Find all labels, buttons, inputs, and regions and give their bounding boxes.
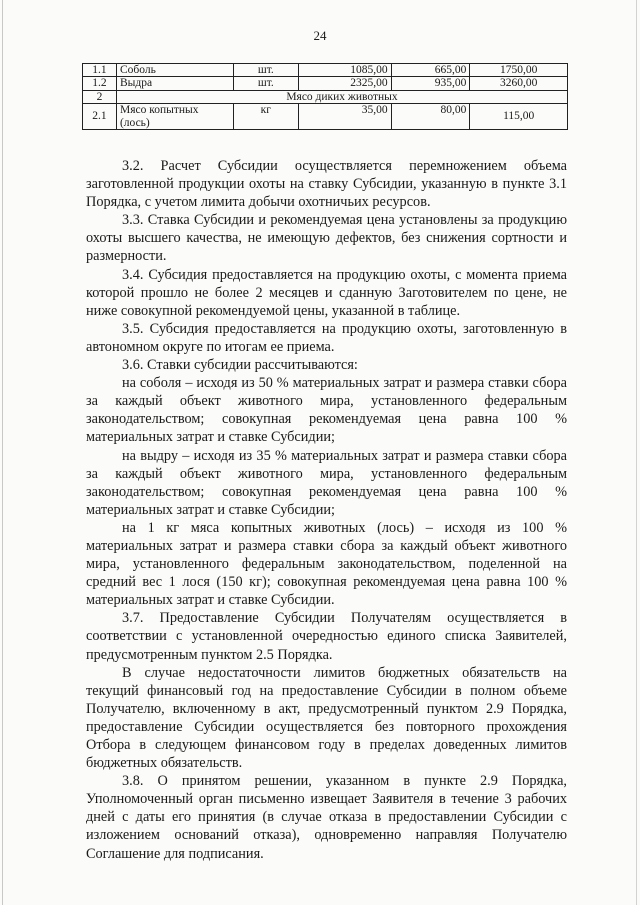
paragraph-3-5: 3.5. Субсидия предоставляется на продукцию охоты, заготовленную в автономном округе по итогам ее приема.: [86, 320, 567, 355]
row-number: 2.1: [83, 104, 117, 130]
material-costs: 1085,00: [298, 64, 391, 77]
row-number: 1.1: [83, 64, 117, 77]
total-price: 3260,00: [470, 77, 568, 90]
paragraph-moose-rate: на 1 кг мяса копытных животных (лось) – исходя из 100 % материальных затрат и размера ставки сбора за каждый объект животного мира, установленного федеральным законодательством, поделенной на средний вес 1 лося (150 кг); совокупная рекомендуемая цена равна 100 % материальных затрат и ставке Субсидии.: [86, 519, 567, 609]
paragraph-sable-rate: на соболя – исходя из 50 % материальных затрат и размера ставки сбора за каждый объект животного мира, установленного федеральным законодательством; совокупная рекомендуемая цена равна 100 % материальных затрат и ставке Субсидии;: [86, 375, 567, 446]
paragraph-3-6: 3.6. Ставки субсидии рассчитываются:: [122, 357, 358, 374]
table-section-row: [83, 90, 568, 103]
document-body: [86, 157, 567, 863]
paragraph-limits: В случае недостаточности лимитов бюджетных обязательств на текущий финансовый год на предоставление Субсидии в полном объеме Получателю, включенному в акт, предусмотренный пунктом 2.9 Порядка, предоставление Субсидии осуществляется без повторного прохождения Отбора в следующем финансовом году в пределах доведенных лимитов бюджетных обязательств.: [86, 664, 567, 772]
section-heading: Мясо диких животных: [116, 90, 567, 103]
unit: шт.: [234, 64, 299, 77]
material-costs: 2325,00: [298, 77, 391, 90]
total-price: 115,00: [470, 104, 568, 130]
total-price: 1750,00: [470, 64, 568, 77]
product-name-line: Мясо копытных: [119, 104, 199, 117]
paragraph-3-4: 3.4. Субсидия предоставляется на продукцию охоты, с момента приема которой прошло не более 2 месяцев и сданную Заготовителем по цене, не ниже совокупной рекомендуемой цены, указанной в таблице.: [86, 266, 567, 319]
subsidy-rate: 80,00: [391, 104, 470, 130]
paragraph-3-7: 3.7. Предоставление Субсидии Получателям осуществляется в соответствии с установленной очередностью единого списка Заявителей, предусмотренным пунктом 2.5 Порядка.: [86, 610, 567, 663]
price-table: [82, 63, 568, 130]
scan-edge-right: [636, 0, 637, 905]
row-number: 2: [83, 90, 117, 103]
table-row: [83, 77, 568, 90]
subsidy-rate: 935,00: [391, 77, 470, 90]
paragraph-3-2: 3.2. Расчет Субсидии осуществляется перемножением объема заготовленной продукции охоты на ставку Субсидии, указанную в пункте 3.1 Порядка, с учетом лимита добычи охотничьих ресурсов.: [86, 158, 567, 211]
product-name-line: (лось): [119, 116, 150, 129]
paragraph-3-8: 3.8. О принятом решении, указанном в пункте 2.9 Порядка, Уполномоченный орган письменно извещает Заявителя в течение 3 рабочих дней с даты его принятия (в случае отказа в предоставлении Субсидии с изложением оснований отказа), одновременно направляя Получателю Соглашение для подписания.: [86, 773, 567, 862]
product-name: Выдра: [116, 77, 233, 90]
unit: шт.: [234, 77, 299, 90]
row-number: 1.2: [83, 77, 117, 90]
table-row: [83, 64, 568, 77]
unit: кг: [234, 104, 299, 130]
material-costs: 35,00: [298, 104, 391, 130]
page-number: 24: [313, 28, 327, 43]
paragraph-otter-rate: на выдру – исходя из 35 % материальных затрат и размера ставки сбора за каждый объект животного мира, установленного федеральным законодательством; совокупная рекомендуемая цена равна 100 % материальных затрат и ставке Субсидии;: [86, 447, 567, 518]
product-name: Соболь: [116, 64, 233, 77]
table-row: [83, 104, 568, 130]
scan-edge-left: [2, 0, 3, 905]
subsidy-rate: 665,00: [391, 64, 470, 77]
paragraph-3-3: 3.3. Ставка Субсидии и рекомендуемая цена установлены за продукцию охоты высшего качества, не имеющую дефектов, без снижения сортности и размерности.: [86, 212, 567, 265]
product-name: [116, 104, 233, 130]
